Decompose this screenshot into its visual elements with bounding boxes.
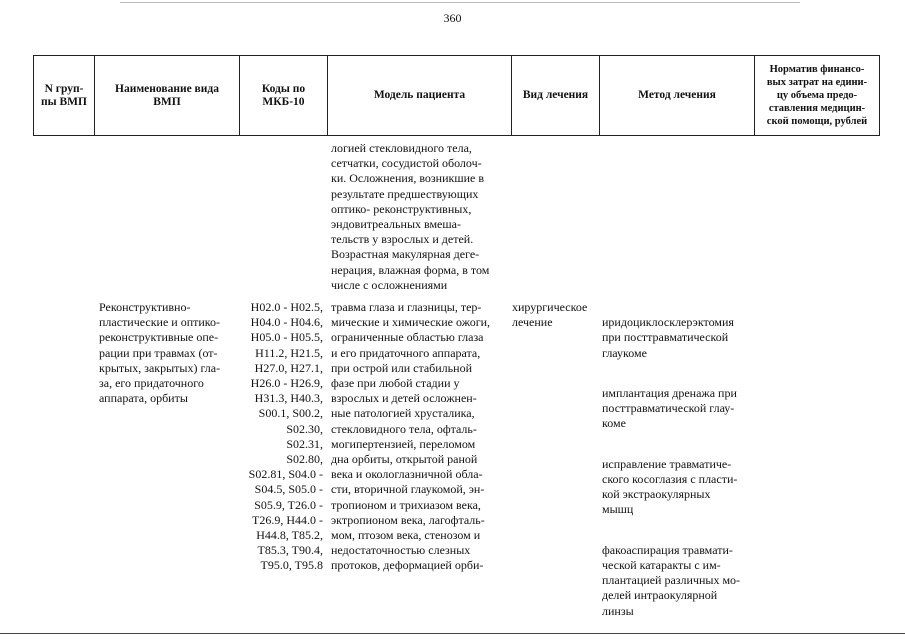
row-patient-model: травма глаза и глазницы, тер- мические и химические ожоги, ограниченные областью глаза и его придаточного аппарата, при острой или стабильной фазе при любой стадии у взрослых и детей осложнен- ные патологией хрусталика, стекловидного тела, офталь- могипертензией, переломом дна орбиты, открытой раной века и окологлазничной обла- сти, вторичной глаукомой, эн- тропионом и трихиазом века, эктропионом века, лагофталь- мом, птозом века, стенозом и недостаточностью слезных протоков, деформацией орби- xyxy=(331,300,491,573)
row-treatment-methods xyxy=(602,300,760,644)
header-row xyxy=(34,56,880,136)
method-item: исправление травматиче- ского косоглазия с пласти- кой экстраокулярных мышц xyxy=(602,456,738,517)
col-header-model: Модель пациента xyxy=(328,56,512,136)
col-header-codes: Коды по МКБ-10 xyxy=(240,56,328,136)
col-header-treatment: Вид лечения xyxy=(512,56,600,136)
row-vmp-name: Реконструктивно- пластические и оптико- реконструктивные опе- рации при травмах (от- крытых, закрытых) гла- за, его придаточного аппарата, орбиты xyxy=(99,300,221,406)
page-number: 360 xyxy=(443,11,462,25)
method-item: имплантация дренажа при посттравматической глау- коме xyxy=(602,386,737,431)
col-header-norm: Норматив финансо- вых затрат на едини- цу объема предо- ставления медицин- ской помощи, рублей xyxy=(755,56,880,136)
col-header-method: Метод лечения xyxy=(600,56,755,136)
top-edge-rule xyxy=(120,2,800,3)
method-item: иридоциклосклерэктомия при посттравматической глаукоме xyxy=(602,315,734,360)
col-header-group: N груп- пы ВМП xyxy=(34,56,95,136)
row-treatment-type: хирургическое лечение xyxy=(512,300,588,330)
row-icd-codes: H02.0 - H02.5, H04.0 - H04.6, H05.0 - H05.5, H11.2, H21.5, H27.0, H27.1, H26.0 - H26.9, H31.3, H40.3, S00.1, S00.2, S02.30, S02.31, S02.80, S02.81, S04.0 - S04.5, S05.0 - S05.9, T26.0 - T26.9, H44.0 - H44.8, T85.2, T85.3, T90.4, T95.0, T95.8 xyxy=(248,300,323,573)
continuation-model-text: логией стекловидного тела, сетчатки, сосудистой оболоч- ки. Осложнения, возникшие в результате предшествующих оптико- реконструктивных, эндовитреальных вмеша- тельств у взрослых и детей. Возрастная макулярная деге- нерация, влажная форма, в том числе с осложнениями xyxy=(331,141,490,292)
method-item: факоаспирация травмати- ческой катаракты с им- плантацией различных мо- делей интраокулярной линзы xyxy=(602,542,741,618)
header-table xyxy=(33,55,880,136)
col-header-name: Наименование вида ВМП xyxy=(95,56,240,136)
bottom-edge-rule xyxy=(0,633,905,634)
